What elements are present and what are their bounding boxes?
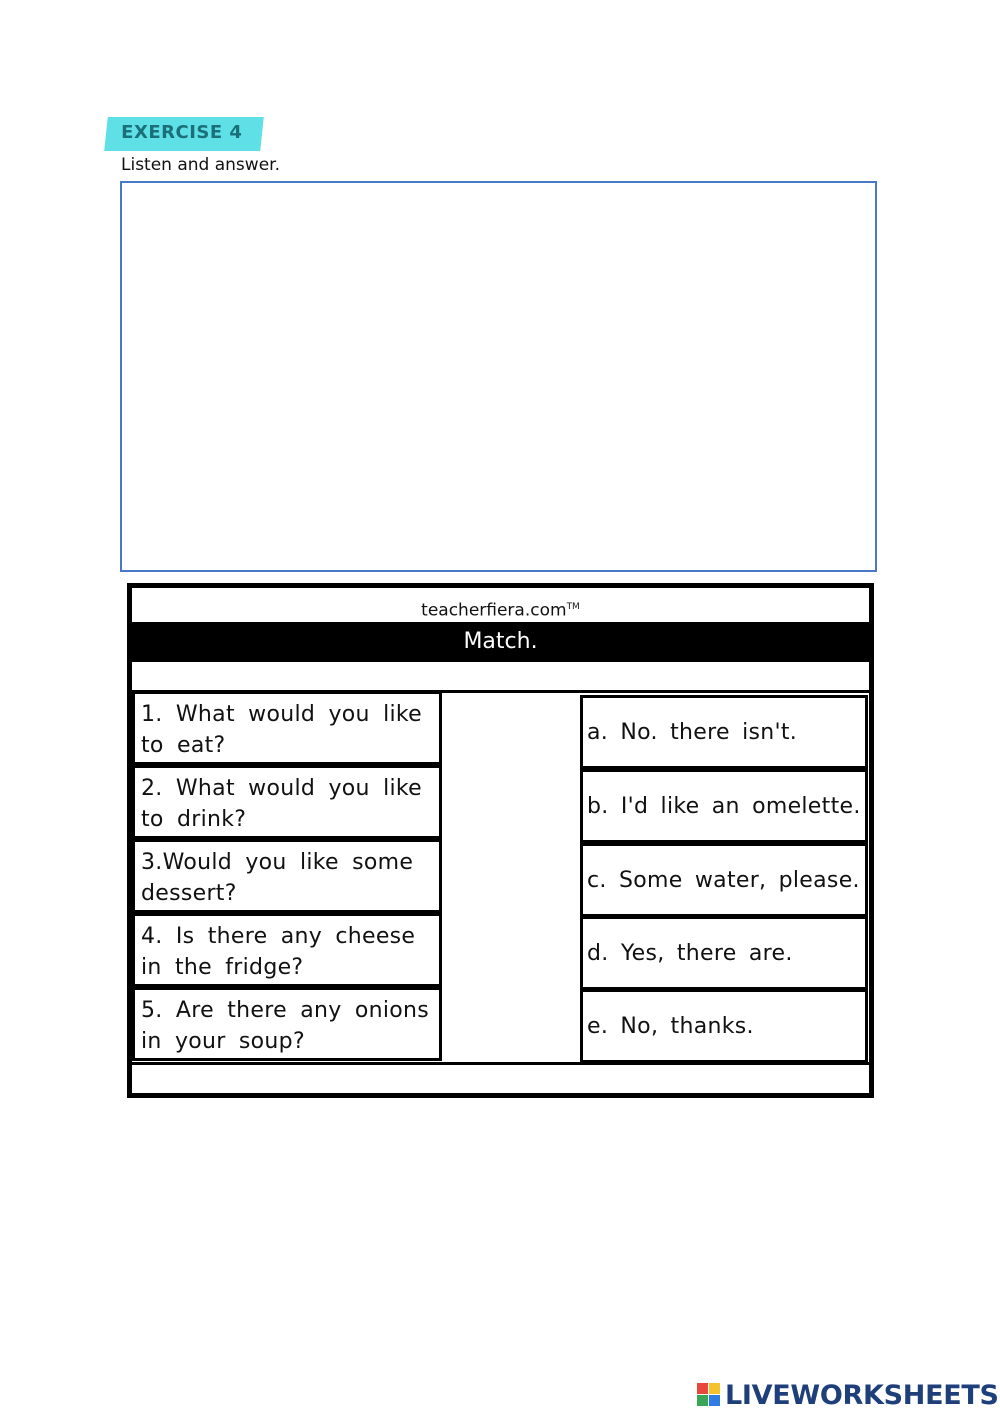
question-4: 4. Is there any cheese in the fridge? xyxy=(132,913,442,987)
worksheet-heading: Match. xyxy=(132,622,869,662)
question-3: 3.Would you like some dessert? xyxy=(132,839,442,913)
answer-c: c. Some water, please. xyxy=(580,843,868,917)
logo-square xyxy=(697,1395,708,1406)
exercise-title: EXERCISE 4 xyxy=(104,117,264,151)
listen-answer-box[interactable] xyxy=(120,181,877,572)
divider xyxy=(132,1062,869,1065)
logo-square xyxy=(709,1383,720,1394)
question-1: 1. What would you like to eat? xyxy=(132,691,442,765)
answer-a: a. No. there isn't. xyxy=(580,695,868,769)
site-credit: teacherfiera.com™ xyxy=(421,600,580,621)
exercise-instruction: Listen and answer. xyxy=(121,155,280,175)
answer-e: e. No, thanks. xyxy=(580,989,868,1063)
answer-d: d. Yes, there are. xyxy=(580,916,868,990)
brand-name: LIVEWORKSHEETS xyxy=(725,1379,999,1411)
question-2: 2. What would you like to drink? xyxy=(132,765,442,839)
match-worksheet xyxy=(127,583,874,1098)
liveworksheets-brand xyxy=(697,1378,999,1412)
liveworksheets-logo-icon xyxy=(697,1383,721,1407)
logo-square xyxy=(709,1395,720,1406)
answer-b: b. I'd like an omelette. xyxy=(580,769,868,843)
logo-square xyxy=(697,1383,708,1394)
question-5: 5. Are there any onions in your soup? xyxy=(132,987,442,1061)
